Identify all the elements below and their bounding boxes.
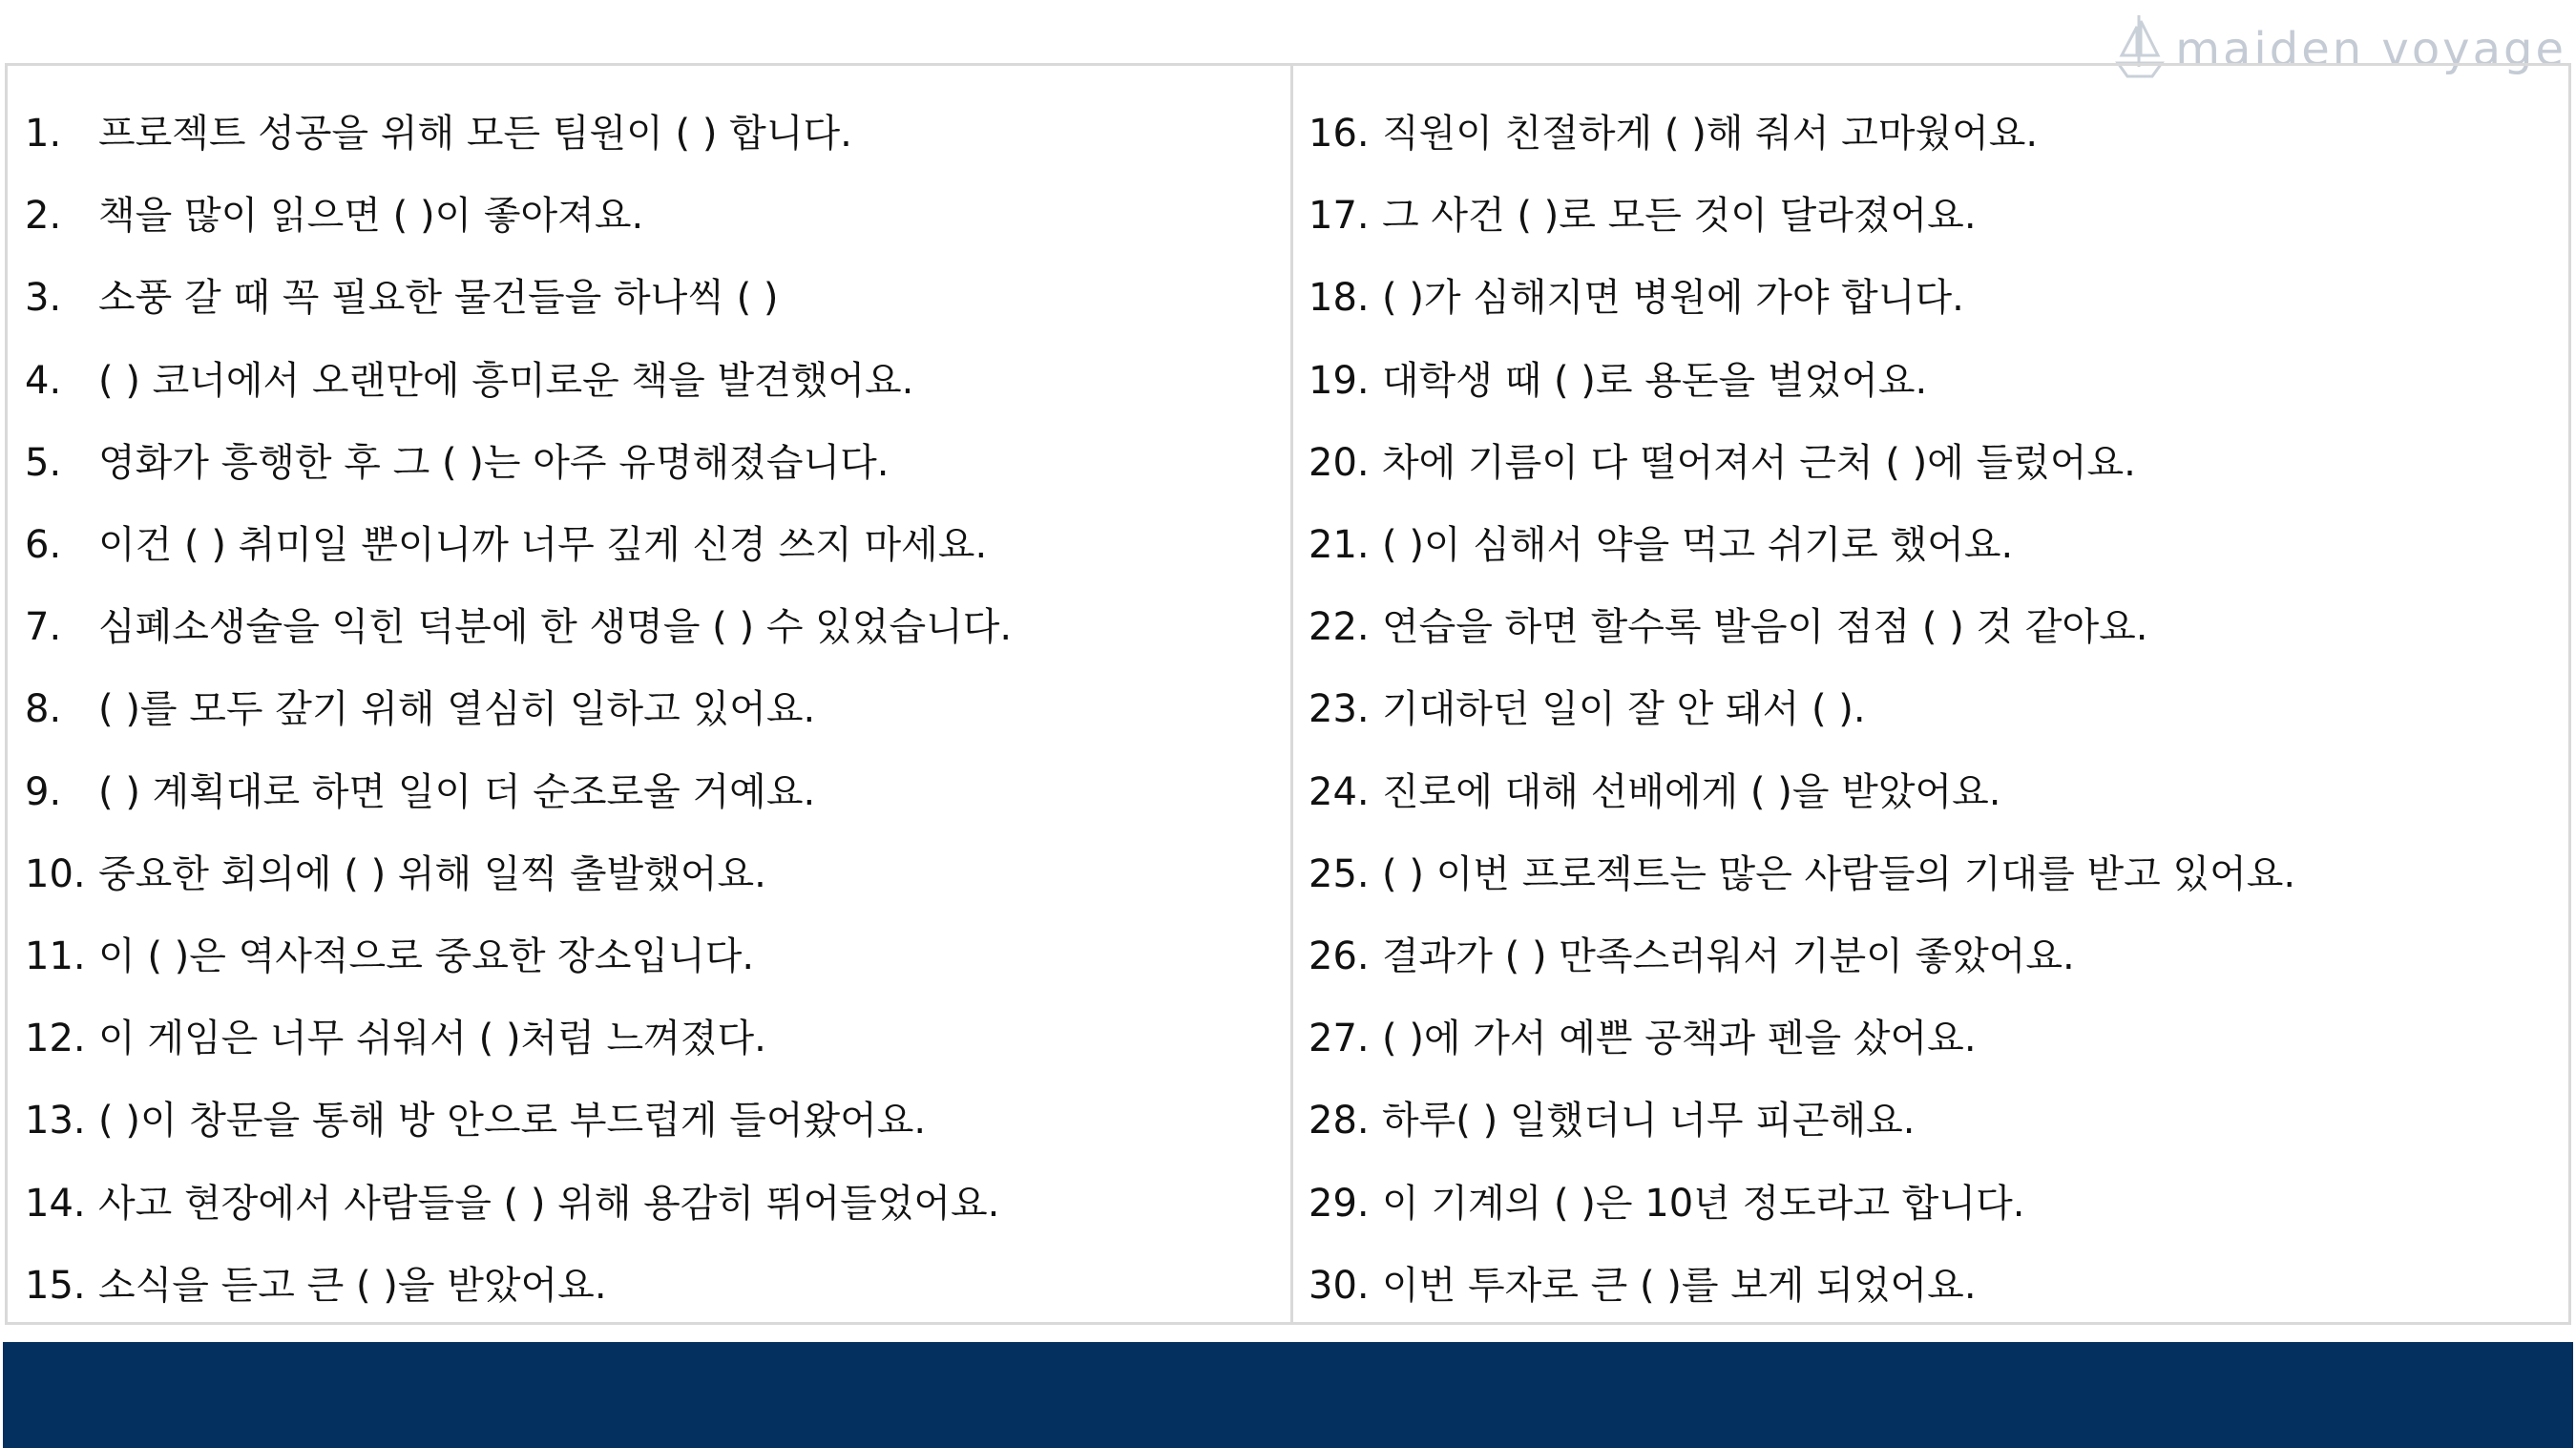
question-item (1293, 93, 2568, 175)
question-text: 책을 많이 읽으면 ( )이 좋아져요. (98, 194, 644, 239)
question-text: 진로에 대해 선배에게 ( )을 받았어요. (1382, 769, 2001, 814)
question-item (8, 915, 1290, 997)
question-text: 소풍 갈 때 꼭 필요한 물건들을 하나씩 ( ) (98, 276, 779, 321)
question-item (1293, 1080, 2568, 1162)
question-number: 28. (1309, 1099, 1370, 1144)
question-text: 이번 투자로 큰 ( )를 보게 되었어요. (1382, 1263, 1977, 1308)
question-item (8, 175, 1290, 257)
question-item (1293, 257, 2568, 339)
question-number: 24. (1309, 769, 1370, 814)
question-number: 11. (25, 934, 86, 978)
question-text: ( )이 심해서 약을 먹고 쉬기로 했어요. (1382, 523, 2014, 568)
question-item (8, 504, 1290, 586)
question-number: 21. (1309, 523, 1370, 568)
question-item (1293, 915, 2568, 997)
question-text: 대학생 때 ( )로 용돈을 벌었어요. (1382, 358, 1928, 403)
question-item (1293, 504, 2568, 586)
question-item (1293, 175, 2568, 257)
question-text: 사고 현장에서 사람들을 ( ) 위해 용감히 뛰어들었어요. (98, 1181, 1000, 1226)
question-text: 하루( ) 일했더니 너무 피곤해요. (1382, 1099, 1916, 1144)
question-number: 2. (25, 194, 62, 239)
question-text: 중요한 회의에 ( ) 위해 일찍 출발했어요. (98, 851, 766, 896)
question-item (1293, 1162, 2568, 1244)
question-number: 20. (1309, 440, 1370, 485)
question-number: 25. (1309, 851, 1370, 896)
question-text: 이건 ( ) 취미일 뿐이니까 너무 깊게 신경 쓰지 마세요. (98, 523, 988, 568)
question-text: ( )이 창문을 통해 방 안으로 부드럽게 들어왔어요. (98, 1099, 927, 1144)
question-text: 직원이 친절하게 ( )해 줘서 고마웠어요. (1382, 112, 2039, 157)
question-item (1293, 668, 2568, 750)
question-text: 심폐소생술을 익힌 덕분에 한 생명을 ( ) 수 있었습니다. (98, 605, 1013, 650)
question-item (1293, 340, 2568, 422)
question-item (8, 1245, 1290, 1327)
question-number: 17. (1309, 194, 1370, 239)
question-number: 27. (1309, 1017, 1370, 1061)
question-number: 7. (25, 605, 62, 650)
question-number: 30. (1309, 1263, 1370, 1308)
question-number: 16. (1309, 112, 1370, 157)
question-item (8, 422, 1290, 504)
question-item (1293, 586, 2568, 668)
question-item (8, 93, 1290, 175)
question-text: 영화가 흥행한 후 그 ( )는 아주 유명해졌습니다. (98, 440, 890, 485)
question-item (1293, 751, 2568, 833)
question-text: 그 사건 ( )로 모든 것이 달라졌어요. (1382, 194, 1977, 239)
question-number: 10. (25, 851, 86, 896)
question-item (8, 1162, 1290, 1244)
question-text: 이 기계의 ( )은 10년 정도라고 합니다. (1382, 1181, 2025, 1226)
question-text: ( )를 모두 갚기 위해 열심히 일하고 있어요. (98, 687, 816, 732)
right-column (1293, 66, 2568, 1322)
question-item (8, 1080, 1290, 1162)
question-text: 차에 기름이 다 떨어져서 근처 ( )에 들렀어요. (1382, 440, 2136, 485)
left-column (8, 66, 1293, 1322)
question-item (8, 340, 1290, 422)
question-item (8, 751, 1290, 833)
question-text: ( )가 심해지면 병원에 가야 합니다. (1382, 276, 1964, 321)
question-number: 3. (25, 276, 62, 321)
question-number: 14. (25, 1181, 86, 1226)
question-text: 기대하던 일이 잘 안 돼서 ( ). (1382, 687, 1866, 732)
question-number: 13. (25, 1099, 86, 1144)
question-number: 23. (1309, 687, 1370, 732)
question-item (8, 668, 1290, 750)
question-text: 이 ( )은 역사적으로 중요한 장소입니다. (98, 934, 755, 978)
question-text: 결과가 ( ) 만족스러워서 기분이 좋았어요. (1382, 934, 2075, 978)
question-text: ( ) 코너에서 오랜만에 흥미로운 책을 발견했어요. (98, 358, 914, 403)
question-item (8, 586, 1290, 668)
question-number: 22. (1309, 605, 1370, 650)
question-text: ( ) 계획대로 하면 일이 더 순조로울 거예요. (98, 769, 816, 814)
question-item (1293, 1245, 2568, 1327)
question-text: 프로젝트 성공을 위해 모든 팀원이 ( ) 합니다. (98, 112, 852, 157)
exercise-table (5, 63, 2571, 1325)
question-text: 이 게임은 너무 쉬워서 ( )처럼 느껴졌다. (98, 1017, 766, 1061)
question-text: ( ) 이번 프로젝트는 많은 사람들의 기대를 받고 있어요. (1382, 851, 2296, 896)
question-text: 소식을 듣고 큰 ( )을 받았어요. (98, 1263, 607, 1308)
question-number: 1. (25, 112, 62, 157)
question-number: 29. (1309, 1181, 1370, 1226)
question-number: 8. (25, 687, 62, 732)
question-item (8, 833, 1290, 915)
question-number: 18. (1309, 276, 1370, 321)
question-number: 4. (25, 358, 62, 403)
question-item (8, 257, 1290, 339)
question-number: 12. (25, 1017, 86, 1061)
question-text: ( )에 가서 예쁜 공책과 펜을 샀어요. (1382, 1017, 1977, 1061)
question-item (1293, 422, 2568, 504)
question-item (8, 997, 1290, 1080)
question-item (1293, 997, 2568, 1080)
question-number: 9. (25, 769, 62, 814)
question-text: 연습을 하면 할수록 발음이 점점 ( ) 것 같아요. (1382, 605, 2148, 650)
footer-bar (3, 1342, 2573, 1448)
question-number: 19. (1309, 358, 1370, 403)
question-number: 5. (25, 440, 62, 485)
question-number: 15. (25, 1263, 86, 1308)
question-number: 26. (1309, 934, 1370, 978)
brand-logo-text: maiden voyage (2175, 23, 2566, 76)
question-number: 6. (25, 523, 62, 568)
question-item (1293, 833, 2568, 915)
